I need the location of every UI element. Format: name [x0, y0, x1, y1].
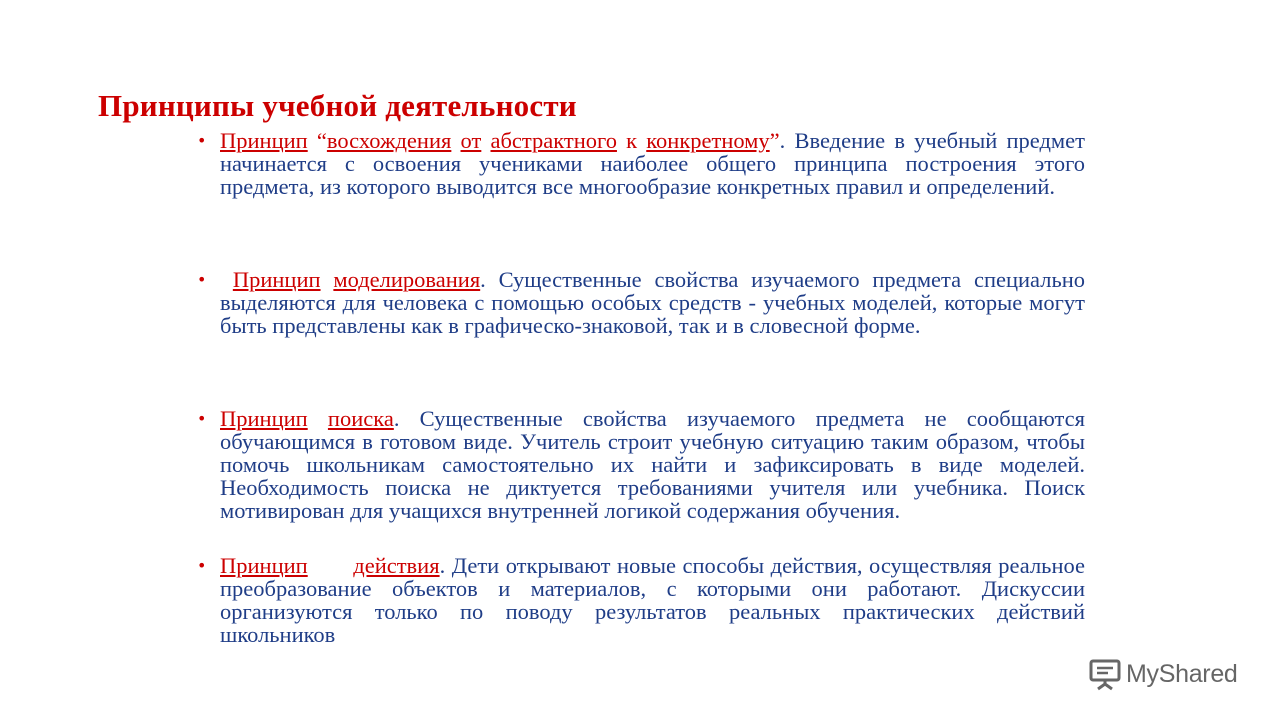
principle-term: абстрактного [490, 128, 617, 153]
bullet-item [197, 554, 1085, 646]
quote-close: ” [769, 128, 780, 153]
principle-label: Принцип [220, 128, 308, 153]
slide-title: Принципы учебной деятельности [98, 88, 577, 123]
bullet-item [197, 407, 1085, 522]
bullet-text [220, 554, 1085, 646]
bullet-marker: • [197, 409, 207, 428]
watermark-brand: MyShared [1126, 659, 1238, 688]
principle-description: . Существенные свойства изучаемого предмета специально выделяются для человека с помощью особых средств - учебных моделей, которые могут быть представлены как в графическо-знаковой, так и в словесной форме. [220, 267, 1086, 338]
principle-label: Принцип [232, 267, 321, 292]
principle-label: Принцип [220, 553, 308, 578]
principle-term: от [460, 128, 482, 153]
principle-description: . Введение в учебный предмет начинается с освоения учениками наиболее общего принципа построения этого предмета, из которого выводится все многообразие конкретных правил и определений. [220, 128, 1085, 199]
bullet-marker: • [197, 131, 207, 150]
quote-open: “ [307, 128, 327, 153]
principle-term: действия [353, 553, 440, 578]
principle-term: конкретному [646, 128, 770, 153]
myshared-watermark[interactable] [1088, 656, 1238, 692]
bullet-text [220, 268, 1085, 337]
principle-description: . Дети открывают новые способы действия, осуществляя реальное преобразование объектов и материалов, с которыми они работают. Дискуссии организуются только по поводу результатов реальных практических действий школьников [220, 553, 1085, 647]
bullet-item [197, 268, 1085, 337]
bullet-text [220, 129, 1085, 198]
bullet-text [220, 407, 1085, 522]
principle-term: поиска [327, 406, 394, 431]
principle-term: к [626, 128, 638, 153]
presentation-board-icon [1088, 657, 1122, 691]
bullet-item [197, 129, 1085, 198]
bullet-marker: • [197, 556, 207, 575]
principle-term: моделирования [333, 267, 481, 292]
bullet-marker: • [197, 270, 207, 289]
principle-term: восхождения [326, 128, 452, 153]
principle-label: Принцип [220, 406, 308, 431]
principle-description: . Существенные свойства изучаемого предмета не сообщаются обучающимся в готовом виде. Учитель строит учебную ситуацию таким образом, чтобы помочь школьникам самостоятельно их найти и зафиксировать в виде моделей. Необходимость поиска не диктуется требованиями учителя или учебника. Поиск мотивирован для учащихся внутренней логикой содержания обучения. [220, 406, 1085, 523]
